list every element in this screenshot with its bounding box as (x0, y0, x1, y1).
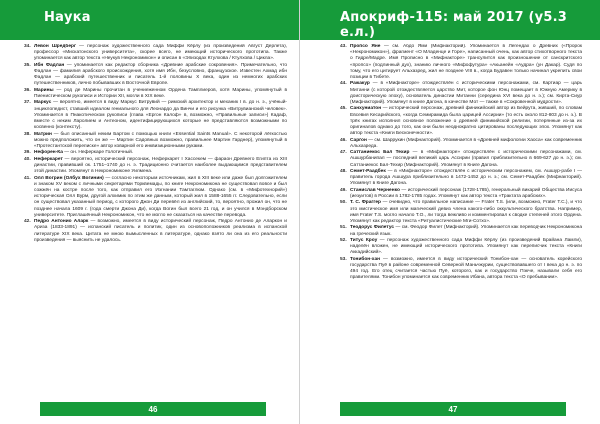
footnote-description: — персонаж художественного сада Миффи Кёрлу (из произведений Брайана Ламли), наделён вложен, не имеющий исторического прототипа. Упомянут как переписчик текста «Книги Аккадийский». (350, 237, 582, 256)
footnote-description: — исторический персонаж, древний финикийский автор из Бейрута, живший, по словам Евсевия Кесарийского, «когда Семирамида была царицей Ассирии» (то есть около 812-803 до н. э.). В трёх книгах исполнил основное положение о древней финикийской религии, потерянные из-за их оригиналов однако до того, как они были неоднократно цитированы последующих эпох. Упомянут как автор текста «Книги Бесконечности». (350, 106, 582, 137)
footnote-description: — согласно некоторым источникам, жил в XIII веке или даже был долгожителем и знаком XV веком с личными секретарями Торквемады, по книге Некрономикона не существовал вовсе и был сожжён на костре после того, как отправил его Изгнании Тамтаглюм. Однако (см. в «Мифотехнорий») историческая Олл Вурм, другой алхимик по этим же данным, который жил в 1588-1655 гг. Следовательно, если он существовал указанный период, с которого Джон Ди перевёл из английский, то, вероятно, прожил он, что не позднее начала 1609 г. (года смерти Джона Ди), когда Вогин был всего 21 год, и он учился в Мэндборском университете. Приглашённый Некрономикон, что не могло не сказаться на качестве перевода. (34, 175, 287, 218)
footnote-term: Санхуниатон (350, 106, 382, 112)
footnote-entry (340, 257, 582, 282)
footnote-term: Тонибон-хан (350, 256, 381, 262)
footnote-term: Теодорус Филетус (350, 225, 395, 231)
footnote-description: — род де Марины прочитан в учениеженном Ордена Тамплиеров, хотя Марины, упомянутый в Пиенистическом рукописи и Истории XII, могли в XIX веке. (34, 87, 287, 99)
footnote-text (350, 150, 582, 169)
footnote-entry (340, 225, 582, 237)
footnote-number: 45. (340, 106, 347, 112)
left-page-number: 46 (40, 402, 266, 416)
footnote-number: 53. (340, 256, 347, 262)
footnote-text (350, 81, 582, 106)
footnote-description: — см. Феодор Филет (Мифнакторий). Упоминается как переводчик Некрономикона на греческий язык. (350, 225, 582, 237)
footnote-description: — см. Шаррукин (Мифнакторий). Упоминается в «Древней мифологии Хаоса» как современник Альхазреда. (350, 137, 582, 149)
footnote-description: — персонаж художественного сада Миффи Кёрлу (из произведений Август Дерлета), профессор «Мискатонского университета», скорее всего, не имеющий исторического прототипа. Также упоминается как автор текста «Неукув Некрономикон» и описан в «Эпизодах Ктулхова / Ктулхова / Цикла». (34, 44, 287, 62)
footnote-text (34, 88, 287, 100)
footnote-description: — возможно, имеется в виду исторический персонаж, Педро Антонио де Аларкон и Ариза (1833-1891) — испанский писатель и политик, один из основоположников реализма в испанской литературе XIX века. Цитата не мною вымысленных в литературе, однако взято ли она из его реальности произведения — выяснить не удалось. (34, 219, 287, 243)
footnote-text (350, 257, 582, 282)
footnote-description: — исторический персонаж (1728-1785), генеральный викарий Общества Иисуса (иезуитов) в России в 1782-1785 годах. Упомянут как автор текста «Трактата арабских». (350, 187, 582, 199)
footnote-text (350, 44, 582, 81)
footnote-number: 40. (24, 156, 31, 162)
footnote-description: — упоминается как редактор сборника «Древние арабские сокровения». Примечательно, что Фадлан — фамилия арабского происхождения, хотя имя Ибн, безусловно, французское. Известен Ахмад ибн Фадлан — арабский путешественник и писатель 1-й половины X века, один из немногих арабских путешественников, лично побывавших в Восточной Европе. (34, 62, 287, 87)
footnote-entry (340, 138, 582, 150)
footnote-number: 48. (340, 169, 347, 174)
footnote-description: — вероятно, исторический персонаж, Неферкарет I Хассекем — фараон Древнего Египта из XIII династии, правивший ок. 1751–1740 до н. э. Традиционно считается наиболее выдающимся представителем этой династии. Упомянут в Некрономиконе Уилмена. (34, 156, 287, 175)
footnote-number: 51. (340, 225, 347, 231)
footnote-text (350, 225, 582, 237)
footnote-entry (24, 219, 287, 244)
footnote-text (34, 44, 287, 63)
footnote-number: 39. (24, 150, 31, 156)
footnote-entry (340, 106, 582, 137)
footnote-entry (24, 88, 287, 100)
footnote-term: Ибн Фадлан (34, 62, 65, 68)
right-page (300, 0, 600, 424)
footnote-term: Маркус (34, 100, 52, 106)
right-page-body (340, 44, 582, 390)
footnote-text (34, 150, 287, 156)
footnote-description: — он. Неферкаре Голотичный. (62, 150, 134, 156)
footnote-term: Семет-Раадбек (350, 169, 386, 174)
footnote-number: 50. (340, 200, 347, 206)
footnote-number: 38. (24, 131, 31, 137)
footnote-term: Марины (34, 87, 54, 93)
footnote-term: Саргон (350, 137, 367, 143)
footnote-term: Левон Шредберг (34, 44, 76, 49)
footnote-term: Ражакур (350, 81, 370, 87)
footnote-entry (24, 100, 287, 131)
footnote-text (34, 219, 287, 244)
footnote-entry (340, 169, 582, 188)
footnote-number: 37. (24, 100, 31, 106)
footnote-number: 46. (340, 137, 347, 143)
footnote-description: — в «Мифнакторе» отождествлён с историческими персонажами, см. Ашшурбанипал — последний великий царь Ассирии (правил приблизительно в 669-627 до н. э.); см. Саттаниекос Бал-Техир (Мифнакторий). Упомянут в Книге Дагона. (350, 150, 582, 168)
footnote-term: Олл Вогрин (Олбух Вогинин) (34, 175, 104, 181)
footnote-number: 43. (340, 44, 347, 49)
footnote-entry (340, 81, 582, 106)
footnote-term: Т. С. Фраггер (350, 200, 381, 206)
footnote-text (34, 63, 287, 88)
footnote-number: 41. (24, 175, 31, 181)
footnote-text (350, 200, 582, 225)
footnote-text (34, 176, 287, 219)
right-page-title: Апокриф-115: май 2017 (у5.3 е.л.) (340, 10, 567, 40)
footnote-text (34, 132, 287, 151)
footnote-entry (24, 176, 287, 219)
footnote-text (350, 238, 582, 257)
footnote-text (350, 188, 582, 200)
footnote-text (34, 100, 287, 131)
footnote-entry (340, 200, 582, 225)
footnote-text (34, 157, 287, 176)
footnote-entry (24, 150, 287, 156)
footnote-text (350, 138, 582, 150)
footnote-description: — см. Абдо Ями (Мифнакторий). Упоминается в Легендах о Древних («Пророк «Некрономикон»), фрагмент «О Младенце и Горе», написанный очень, как автор стихотворного текста о Гидре/Мадре. Имя Прописно в «Мифнакторе» трансулится как произношение от санскритского «пропсо» (подлинный дух), знанию личного «Мифофутура» «Акьанейн «Аудра» (ун Дакар). Судя по тому, что его цитирует Альхазред, жил не позднее VIII в., когда Будавен только начинал укрепить свои позиции в Тибете. (350, 44, 582, 81)
footnote-number: 49. (340, 187, 347, 193)
footnote-number: 47. (340, 150, 347, 156)
footnote-description: — в «Мифнакторе» отождествлён с историческим персонажем, см. Ашшур-рабе I — правитель города Ашшура приблизительно в 1472-1452 до н. э.; см. Семет-Раадбек (Мифнакторий). Упомянут в Книге Дагона. (350, 169, 582, 187)
footnote-number: 42. (24, 219, 31, 225)
footnote-term: Титус Кроу (350, 237, 378, 243)
footnote-number: 35. (24, 62, 31, 68)
left-page-header (0, 0, 299, 40)
footnote-term: Педро Антонио Аларк (34, 219, 89, 225)
footnote-description: — вероятно, имеется в виду Маркус Витрувий — римский архитектор и механик I в. до н. э., учёный-энциклопедист, ставший идеалом гениального для Леонардо да Винчи и его рисунка «Витрувианский человек». Упоминается в Пнакотическом рукописи (глава «Ергон Калоф» в, возможно, «Правильные записи») Кадаф, вместе с неким Ларолием и Антеоном, идентифицирующихся которые не представляются возможными по косвенно (контексту). (34, 100, 287, 131)
footnote-entry (340, 188, 582, 200)
footnote-description: — очевидно, что правильное написание — Frater T.S. (или, возможно, Frater T.C.), и что это мистическое имя или магический девиз члена какого-либо оккультического братства. Например, имя Frater T.S. могло начало Т.О., ли тогда вежливо и комментировал к сводке степеней этого Ордена. Упомянут как редактор текста «Ритуалистические Мги-Сотхо». (350, 200, 582, 224)
footnote-number: 34. (24, 44, 31, 49)
footnote-term: Станислав Черненко (350, 187, 400, 193)
footnote-entry (340, 238, 582, 257)
footnote-entry (24, 44, 287, 63)
footnote-term: Пропсо Яне (350, 44, 381, 49)
footnote-term: Неферкарет (34, 156, 63, 162)
footnote-term: Нефорен-Ка (34, 150, 63, 156)
footnote-entry (24, 157, 287, 176)
footnote-text (350, 106, 582, 137)
footnote-number: 52. (340, 237, 347, 243)
left-page-body (24, 44, 287, 390)
footnote-description: — возможно, имеется в виду исторический Тонибон-хан — основатель корейского государства Пуё в районе современной Северной Маньчжурии, существовавшего от I века до н. э. по 494 год. Его отец считается частью Пуё, которого, как и государство Пэкче, называли себя его правителями. Тонибон упоминается как современник Ибана, автора текста «О пребывании». (350, 256, 582, 281)
right-page-header (300, 0, 600, 40)
right-page-number: 47 (340, 402, 566, 416)
footnote-term: Матрин (34, 131, 52, 137)
footnote-number: 36. (24, 87, 31, 93)
footnote-text (350, 169, 582, 188)
footnote-entry (24, 132, 287, 151)
left-page-title: Наука (44, 10, 91, 25)
footnote-number: 44. (340, 81, 347, 87)
footnote-description: — в «Мифнакторе» отождествлён с историческими персонажами, см. Картиар — царь Митанни (с которой отождествляется царство Мит, которое фон Юнц помещает в Южную Америку в доисторическую эпоху), основатель династии Митанни (середина XVI века до н. э.); см. Кирта-Сиур (Мифнакторий). Упомянут в книге Дагона, в качестве Мот — также в «Сокровенной мудрости». (350, 81, 582, 106)
footnote-entry (340, 150, 582, 169)
footnote-entry (340, 44, 582, 81)
footnote-description: — был описанный неким Бартом с помощью книги «Essential Saints Manual». С некоторой лёгкостью можно предположить, что он же — Мартин Садовных возможно, правильнее Мартин Гарднер), упомянутый в «Протестантской переписке» автор коварной его инквизиционными руками. (34, 131, 287, 149)
footnote-entry (24, 63, 287, 88)
footnote-term: Саттаниекос Бал Техир (350, 150, 410, 156)
